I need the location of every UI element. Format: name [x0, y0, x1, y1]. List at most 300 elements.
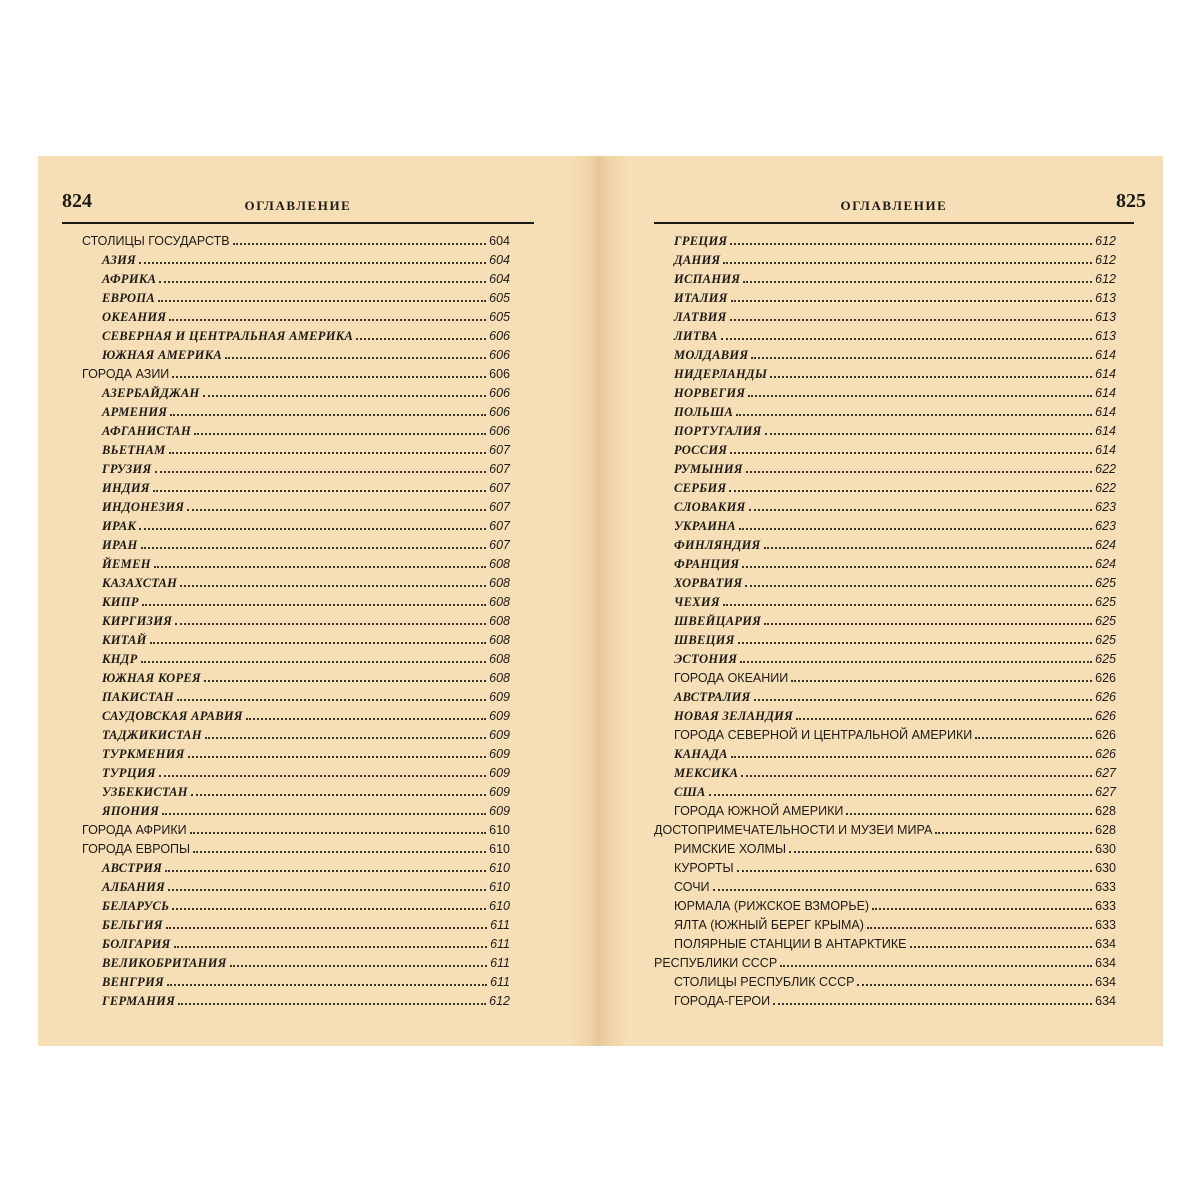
toc-entry-title: ИРАК: [102, 519, 137, 533]
dot-leader: [158, 300, 486, 302]
toc-entry-title: КАЗАХСТАН: [102, 576, 178, 590]
dot-leader: [721, 338, 1093, 340]
dot-leader: [737, 870, 1093, 872]
toc-entry: [654, 287, 1116, 306]
toc-entry: [654, 249, 1116, 268]
toc-entry: [654, 591, 1116, 610]
toc-entry: [654, 800, 1116, 819]
toc-entry-page: 613: [1095, 310, 1116, 324]
toc-entry-title: ОКЕАНИЯ: [102, 310, 167, 324]
toc-entry-title: ПОЛЬША: [674, 405, 734, 419]
toc-entry-title: ЕВРОПА: [102, 291, 156, 305]
toc-entry-title: АФРИКА: [102, 272, 157, 286]
toc-entry-title: РОССИЯ: [674, 443, 728, 457]
toc-entry-title: ГОРОДА АФРИКИ: [82, 823, 187, 837]
toc-entry: [82, 876, 510, 895]
toc-entry: [654, 268, 1116, 287]
toc-entry-title: ЛАТВИЯ: [674, 310, 727, 324]
dot-leader: [166, 927, 487, 929]
toc-entry: [654, 781, 1116, 800]
toc-entry-page: 608: [489, 614, 510, 628]
toc-entry: [82, 401, 510, 420]
dot-leader: [187, 509, 486, 511]
toc-entry-page: 607: [489, 443, 510, 457]
dot-leader: [867, 927, 1092, 929]
dot-leader: [141, 547, 487, 549]
toc-entry: [654, 458, 1116, 477]
dot-leader: [203, 395, 487, 397]
toc-entry-page: 610: [489, 861, 510, 875]
toc-entry: [654, 876, 1116, 895]
toc-entry-title: СОЧИ: [674, 880, 710, 894]
dot-leader: [975, 737, 1092, 739]
toc-entry-page: 622: [1095, 481, 1116, 495]
toc-entry-page: 614: [1095, 367, 1116, 381]
toc-entry: [654, 496, 1116, 515]
dot-leader: [205, 737, 486, 739]
dot-leader: [230, 965, 487, 967]
toc-entry-title: СТОЛИЦЫ ГОСУДАРСТВ: [82, 234, 230, 248]
toc-entry-page: 604: [489, 234, 510, 248]
toc-entry: [82, 477, 510, 496]
dot-leader: [139, 528, 486, 530]
toc-entry-title: БОЛГАРИЯ: [102, 937, 171, 951]
toc-entry-page: 611: [490, 975, 510, 989]
toc-entry-title: КУРОРТЫ: [674, 861, 734, 875]
right-page-number: 825: [1116, 190, 1146, 212]
toc-entry-page: 612: [1095, 272, 1116, 286]
dot-leader: [743, 281, 1092, 283]
toc-entry: [82, 971, 510, 990]
toc-entry-title: ГРУЗИЯ: [102, 462, 152, 476]
dot-leader: [153, 490, 486, 492]
toc-entry-page: 634: [1095, 994, 1116, 1008]
toc-entry-title: ТАДЖИКИСТАН: [102, 728, 202, 742]
dot-leader: [159, 281, 486, 283]
toc-entry-title: МЕКСИКА: [674, 766, 739, 780]
toc-entry: [82, 762, 510, 781]
toc-entry-title: БЕЛАРУСЬ: [102, 899, 170, 913]
dot-leader: [780, 965, 1092, 967]
toc-entry: [82, 629, 510, 648]
toc-entry: [82, 743, 510, 762]
dot-leader: [872, 908, 1092, 910]
toc-entry: [654, 914, 1116, 933]
toc-entry-title: БЕЛЬГИЯ: [102, 918, 163, 932]
dot-leader: [713, 889, 1093, 891]
dot-leader: [204, 680, 486, 682]
toc-entry: [654, 553, 1116, 572]
toc-entry-page: 614: [1095, 443, 1116, 457]
toc-entry-page: 606: [489, 424, 510, 438]
toc-entry: [82, 325, 510, 344]
right-page: [630, 156, 1163, 1046]
toc-entry-page: 614: [1095, 405, 1116, 419]
dot-leader: [178, 1003, 486, 1005]
dot-leader: [723, 262, 1092, 264]
toc-entry-page: 622: [1095, 462, 1116, 476]
toc-entry-page: 634: [1095, 975, 1116, 989]
dot-leader: [857, 984, 1092, 986]
dot-leader: [142, 604, 486, 606]
toc-entry-title: КИПР: [102, 595, 139, 609]
dot-leader: [745, 585, 1092, 587]
toc-entry: [82, 230, 510, 249]
toc-entry: [82, 344, 510, 363]
dot-leader: [709, 794, 1092, 796]
toc-entry-title: СЛОВАКИЯ: [674, 500, 746, 514]
dot-leader: [791, 680, 1092, 682]
toc-entry-page: 608: [489, 595, 510, 609]
toc-entry-page: 630: [1095, 861, 1116, 875]
toc-entry-title: ЯЛТА (ЮЖНЫЙ БЕРЕГ КРЫМА): [674, 918, 864, 932]
dot-leader: [846, 813, 1092, 815]
dot-leader: [764, 623, 1092, 625]
dot-leader: [796, 718, 1092, 720]
toc-entry-title: ПОЛЯРНЫЕ СТАНЦИИ В АНТАРКТИКЕ: [674, 937, 907, 951]
toc-entry-page: 605: [489, 310, 510, 324]
dot-leader: [167, 984, 487, 986]
toc-entry: [654, 971, 1116, 990]
toc-entry-title: ФРАНЦИЯ: [674, 557, 740, 571]
toc-entry-page: 612: [489, 994, 510, 1008]
toc-entry-title: РУМЫНИЯ: [674, 462, 743, 476]
toc-entry-page: 627: [1095, 785, 1116, 799]
toc-entry-page: 609: [489, 709, 510, 723]
toc-entry: [654, 572, 1116, 591]
toc-entry-title: ЮЖНАЯ АМЕРИКА: [102, 348, 223, 362]
header-rule: [654, 222, 1134, 224]
toc-entry-page: 604: [489, 272, 510, 286]
toc-entry: [654, 933, 1116, 952]
toc-entry: [654, 306, 1116, 325]
left-page: [38, 156, 598, 1046]
toc-entry-page: 606: [489, 386, 510, 400]
dot-leader: [749, 509, 1093, 511]
toc-entry-page: 607: [489, 538, 510, 552]
toc-entry-title: ЭСТОНИЯ: [674, 652, 738, 666]
toc-entry-page: 610: [489, 880, 510, 894]
dot-leader: [754, 699, 1093, 701]
toc-entry-page: 607: [489, 462, 510, 476]
toc-entry-title: АВСТРАЛИЯ: [674, 690, 751, 704]
toc-entry-title: ЮЖНАЯ КОРЕЯ: [102, 671, 201, 685]
toc-entry: [654, 819, 1116, 838]
toc-list-left: [82, 230, 510, 1009]
toc-entry: [82, 800, 510, 819]
toc-entry-page: 606: [489, 367, 510, 381]
toc-entry-title: КАНАДА: [674, 747, 728, 761]
dot-leader: [150, 642, 487, 644]
toc-entry-page: 625: [1095, 595, 1116, 609]
toc-entry: [654, 762, 1116, 781]
dot-leader: [736, 414, 1092, 416]
dot-leader: [910, 946, 1093, 948]
toc-entry-page: 606: [489, 329, 510, 343]
dot-leader: [162, 813, 486, 815]
toc-entry: [82, 990, 510, 1009]
toc-entry: [82, 287, 510, 306]
toc-entry: [654, 477, 1116, 496]
dot-leader: [751, 357, 1092, 359]
toc-entry-page: 608: [489, 633, 510, 647]
toc-entry-page: 614: [1095, 348, 1116, 362]
toc-entry: [654, 724, 1116, 743]
dot-leader: [730, 319, 1093, 321]
toc-entry: [82, 268, 510, 287]
toc-entry-title: ГОРОДА ОКЕАНИИ: [674, 671, 789, 685]
dot-leader: [159, 775, 486, 777]
dot-leader: [172, 376, 486, 378]
toc-entry: [82, 249, 510, 268]
toc-entry-page: 609: [489, 690, 510, 704]
dot-leader: [742, 566, 1092, 568]
toc-entry: [654, 895, 1116, 914]
toc-entry-page: 605: [489, 291, 510, 305]
toc-entry-title: ТУРЦИЯ: [102, 766, 156, 780]
toc-entry: [654, 629, 1116, 648]
toc-entry-page: 607: [489, 519, 510, 533]
left-page-number: 824: [62, 190, 92, 212]
toc-entry-title: РЕСПУБЛИКИ СССР: [654, 956, 778, 970]
toc-entry-title: САУДОВСКАЯ АРАВИЯ: [102, 709, 243, 723]
dot-leader: [729, 490, 1092, 492]
toc-entry-title: ШВЕЦИЯ: [674, 633, 735, 647]
toc-entry-page: 625: [1095, 614, 1116, 628]
toc-entry-page: 609: [489, 728, 510, 742]
dot-leader: [154, 566, 486, 568]
toc-entry: [82, 686, 510, 705]
toc-entry-title: АЗЕРБАЙДЖАН: [102, 386, 200, 400]
toc-entry-page: 614: [1095, 386, 1116, 400]
toc-entry-page: 612: [1095, 234, 1116, 248]
toc-entry-page: 626: [1095, 709, 1116, 723]
toc-entry-page: 611: [490, 937, 510, 951]
toc-entry-page: 612: [1095, 253, 1116, 267]
toc-entry-title: ХОРВАТИЯ: [674, 576, 743, 590]
toc-entry: [82, 705, 510, 724]
toc-entry-page: 611: [490, 956, 510, 970]
toc-entry-page: 625: [1095, 633, 1116, 647]
toc-entry: [82, 363, 510, 382]
right-page-header: [654, 190, 1146, 222]
header-rule: [62, 222, 534, 224]
dot-leader: [233, 243, 487, 245]
dot-leader: [739, 528, 1092, 530]
toc-entry: [82, 648, 510, 667]
toc-entry-title: РИМСКИЕ ХОЛМЫ: [674, 842, 787, 856]
toc-entry-title: ИРАН: [102, 538, 138, 552]
toc-entry-page: 626: [1095, 747, 1116, 761]
right-running-head: ОГЛАВЛЕНИЕ: [840, 198, 948, 213]
dot-leader: [746, 471, 1092, 473]
dot-leader: [177, 699, 486, 701]
dot-leader: [789, 851, 1092, 853]
toc-entry: [82, 610, 510, 629]
toc-entry: [82, 724, 510, 743]
dot-leader: [741, 775, 1092, 777]
toc-entry-title: ЧЕХИЯ: [674, 595, 720, 609]
toc-entry: [654, 420, 1116, 439]
toc-entry-title: НИДЕРЛАНДЫ: [674, 367, 768, 381]
dot-leader: [155, 471, 487, 473]
toc-entry-title: МОЛДАВИЯ: [674, 348, 749, 362]
toc-entry-title: ШВЕЙЦАРИЯ: [674, 614, 762, 628]
toc-entry-title: ГОРОДА АЗИИ: [82, 367, 170, 381]
toc-entry: [82, 933, 510, 952]
toc-entry: [82, 591, 510, 610]
toc-entry: [82, 553, 510, 572]
dot-leader: [190, 832, 487, 834]
toc-entry-title: ПАКИСТАН: [102, 690, 174, 704]
dot-leader: [169, 452, 487, 454]
toc-entry: [82, 420, 510, 439]
toc-entry-page: 633: [1095, 918, 1116, 932]
dot-leader: [180, 585, 486, 587]
toc-entry-title: ГОРОДА-ГЕРОИ: [674, 994, 771, 1008]
dot-leader: [168, 889, 486, 891]
dot-leader: [193, 851, 486, 853]
toc-entry-page: 609: [489, 747, 510, 761]
toc-entry-page: 613: [1095, 291, 1116, 305]
dot-leader: [730, 243, 1092, 245]
toc-entry: [654, 648, 1116, 667]
toc-entry-page: 609: [489, 785, 510, 799]
dot-leader: [748, 395, 1092, 397]
toc-entry-title: ВЕЛИКОБРИТАНИЯ: [102, 956, 227, 970]
toc-entry-title: ИСПАНИЯ: [674, 272, 741, 286]
dot-leader: [731, 300, 1093, 302]
toc-entry-title: ГОРОДА ЕВРОПЫ: [82, 842, 191, 856]
toc-entry: [82, 306, 510, 325]
toc-entry: [82, 667, 510, 686]
toc-entry-title: ДОСТОПРИМЕЧАТЕЛЬНОСТИ И МУЗЕИ МИРА: [654, 823, 933, 837]
dot-leader: [169, 319, 486, 321]
toc-entry-title: ГРЕЦИЯ: [674, 234, 728, 248]
dot-leader: [723, 604, 1092, 606]
toc-entry-title: ГОРОДА ЮЖНОЙ АМЕРИКИ: [674, 804, 844, 818]
toc-entry-page: 608: [489, 557, 510, 571]
toc-entry: [654, 230, 1116, 249]
toc-entry: [82, 534, 510, 553]
toc-entry-page: 614: [1095, 424, 1116, 438]
dot-leader: [356, 338, 486, 340]
dot-leader: [770, 376, 1092, 378]
toc-entry-page: 633: [1095, 880, 1116, 894]
toc-entry-title: ИНДИЯ: [102, 481, 150, 495]
toc-entry: [82, 819, 510, 838]
toc-entry-page: 628: [1095, 823, 1116, 837]
toc-entry: [654, 534, 1116, 553]
toc-entry-title: АРМЕНИЯ: [102, 405, 168, 419]
toc-entry: [82, 781, 510, 800]
toc-entry-title: ИТАЛИЯ: [674, 291, 728, 305]
toc-entry-page: 634: [1095, 956, 1116, 970]
toc-entry-title: НОРВЕГИЯ: [674, 386, 746, 400]
toc-entry: [82, 439, 510, 458]
left-page-header: [62, 190, 534, 222]
toc-entry-page: 607: [489, 500, 510, 514]
toc-entry-page: 610: [489, 823, 510, 837]
toc-entry-page: 610: [489, 842, 510, 856]
toc-entry-title: КНДР: [102, 652, 138, 666]
dot-leader: [740, 661, 1092, 663]
toc-entry: [654, 363, 1116, 382]
dot-leader: [246, 718, 486, 720]
toc-entry: [82, 458, 510, 477]
toc-entry-title: ДАНИЯ: [674, 253, 721, 267]
toc-entry: [654, 857, 1116, 876]
toc-entry-page: 628: [1095, 804, 1116, 818]
toc-entry-title: ЙЕМЕН: [102, 557, 151, 571]
toc-entry-title: ГОРОДА СЕВЕРНОЙ И ЦЕНТРАЛЬНОЙ АМЕРИКИ: [674, 728, 973, 742]
toc-entry-page: 624: [1095, 557, 1116, 571]
toc-entry-title: СТОЛИЦЫ РЕСПУБЛИК СССР: [674, 975, 855, 989]
toc-entry: [654, 686, 1116, 705]
toc-entry: [654, 705, 1116, 724]
dot-leader: [935, 832, 1092, 834]
toc-entry: [82, 572, 510, 591]
toc-entry-page: 626: [1095, 671, 1116, 685]
toc-entry-page: 604: [489, 253, 510, 267]
toc-entry-title: США: [674, 785, 706, 799]
toc-entry: [654, 401, 1116, 420]
toc-entry-page: 606: [489, 405, 510, 419]
toc-entry: [654, 439, 1116, 458]
toc-entry: [654, 667, 1116, 686]
toc-entry: [82, 496, 510, 515]
toc-entry-page: 626: [1095, 728, 1116, 742]
toc-entry-page: 624: [1095, 538, 1116, 552]
dot-leader: [139, 262, 486, 264]
toc-entry-page: 633: [1095, 899, 1116, 913]
toc-entry: [82, 952, 510, 971]
toc-entry-title: ЛИТВА: [674, 329, 718, 343]
toc-entry: [654, 990, 1116, 1009]
toc-entry-page: 606: [489, 348, 510, 362]
toc-entry: [654, 610, 1116, 629]
toc-entry-title: УКРАИНА: [674, 519, 736, 533]
toc-entry-title: УЗБЕКИСТАН: [102, 785, 188, 799]
toc-entry-page: 623: [1095, 500, 1116, 514]
dot-leader: [172, 908, 486, 910]
toc-entry-page: 625: [1095, 652, 1116, 666]
dot-leader: [165, 870, 486, 872]
toc-entry: [654, 743, 1116, 762]
toc-entry-title: ЮРМАЛА (РИЖСКОЕ ВЗМОРЬЕ): [674, 899, 870, 913]
toc-entry: [82, 857, 510, 876]
toc-entry: [82, 914, 510, 933]
toc-entry-page: 609: [489, 766, 510, 780]
dot-leader: [773, 1003, 1092, 1005]
toc-entry-page: 627: [1095, 766, 1116, 780]
toc-entry-page: 623: [1095, 519, 1116, 533]
toc-entry-title: СЕРБИЯ: [674, 481, 727, 495]
dot-leader: [765, 433, 1093, 435]
dot-leader: [764, 547, 1093, 549]
toc-entry-title: АЛБАНИЯ: [102, 880, 166, 894]
toc-list-right: [654, 230, 1116, 1009]
dot-leader: [170, 414, 486, 416]
toc-entry-title: ФИНЛЯНДИЯ: [674, 538, 761, 552]
toc-entry-title: ГЕРМАНИЯ: [102, 994, 176, 1008]
toc-entry: [82, 515, 510, 534]
toc-entry-title: ПОРТУГАЛИЯ: [674, 424, 762, 438]
toc-entry-page: 607: [489, 481, 510, 495]
book-spread: [38, 156, 1163, 1046]
toc-entry-title: НОВАЯ ЗЕЛАНДИЯ: [674, 709, 794, 723]
toc-entry-title: КИРГИЗИЯ: [102, 614, 173, 628]
